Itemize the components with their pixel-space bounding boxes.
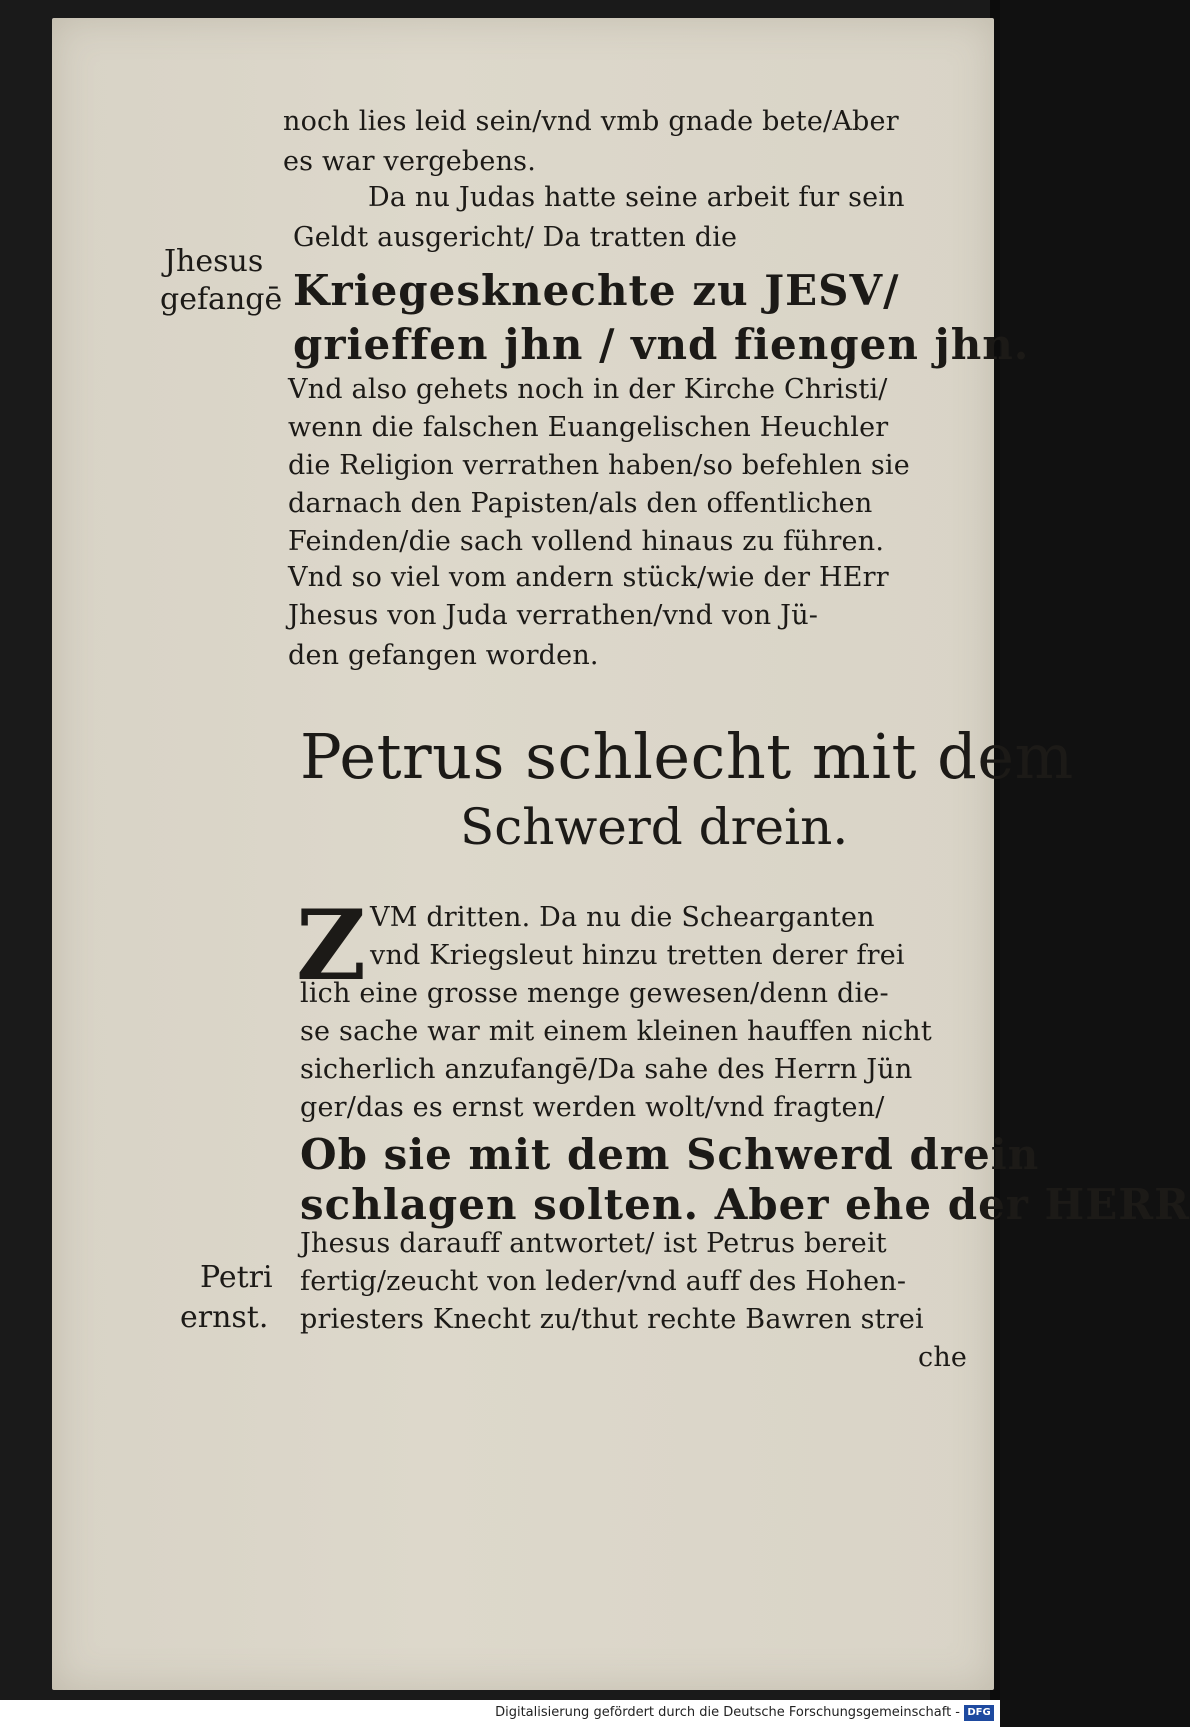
section-line-9: Jhesus darauff antwortet/ ist Petrus bereit [300, 1228, 887, 1259]
section-heading-line-1: Petrus schlecht mit dem [300, 720, 1074, 793]
section-line-2: vnd Kriegsleut hinzu tretten derer frei [370, 940, 905, 971]
section-line-1: VM dritten. Da nu die Schearganten [370, 902, 875, 933]
margin-note-2-line-1: Petri [200, 1260, 273, 1295]
section-line-8: schlagen solten. Aber ehe der HERR [300, 1180, 1190, 1229]
text-line-1: noch lies leid sein/vnd vmb gnade bete/Aber [283, 106, 899, 137]
text-line-13: Jhesus von Juda verrathen/vnd von Jü- [288, 600, 819, 631]
section-line-6: ger/das es ernst werden wolt/vnd fragten/ [300, 1092, 885, 1123]
text-line-10: darnach den Papisten/als den offentlichen [288, 488, 873, 519]
text-line-14: den gefangen worden. [288, 640, 599, 671]
section-line-10: fertig/zeucht von leder/vnd auff des Hohen- [300, 1266, 907, 1297]
text-line-6: grieffen jhn / vnd fiengen jhn. [293, 320, 1030, 369]
text-line-4: Geldt ausgericht/ Da tratten die [293, 222, 738, 253]
section-line-3: lich eine grosse menge gewesen/denn die- [300, 978, 889, 1009]
catchword: che [918, 1342, 968, 1373]
footer-credit: Digitalisierung gefördert durch die Deutsche Forschungsgemeinschaft - [495, 1705, 960, 1720]
text-line-7: Vnd also gehets noch in der Kirche Christi/ [288, 374, 888, 405]
text-line-3: Da nu Judas hatte seine arbeit fur sein [368, 182, 905, 213]
margin-note-1-line-1: Jhesus [164, 244, 264, 279]
text-line-8: wenn die falschen Euangelischen Heuchler [288, 412, 889, 443]
section-heading-line-2: Schwerd drein. [460, 798, 849, 856]
initial-capital: Z [296, 889, 367, 1002]
digitization-footer [0, 1700, 1000, 1727]
dfg-logo: DFG [964, 1705, 994, 1721]
section-line-7: Ob sie mit dem Schwerd drein [300, 1130, 1040, 1179]
text-line-2: es war vergebens. [283, 146, 537, 177]
text-line-12: Vnd so viel vom andern stück/wie der HErr [288, 562, 889, 593]
margin-note-1-line-2: gefangē [160, 282, 283, 317]
text-line-11: Feinden/die sach vollend hinaus zu führen. [288, 526, 885, 557]
text-line-5: Kriegesknechte zu JESV/ [293, 266, 900, 315]
section-line-11: priesters Knecht zu/thut rechte Bawren strei [300, 1304, 924, 1335]
section-line-4: se sache war mit einem kleinen hauffen nicht [300, 1016, 932, 1047]
section-line-5: sicherlich anzufangē/Da sahe des Herrn Jün [300, 1054, 913, 1085]
text-line-9: die Religion verrathen haben/so befehlen sie [288, 450, 910, 481]
margin-note-2-line-2: ernst. [180, 1300, 269, 1335]
